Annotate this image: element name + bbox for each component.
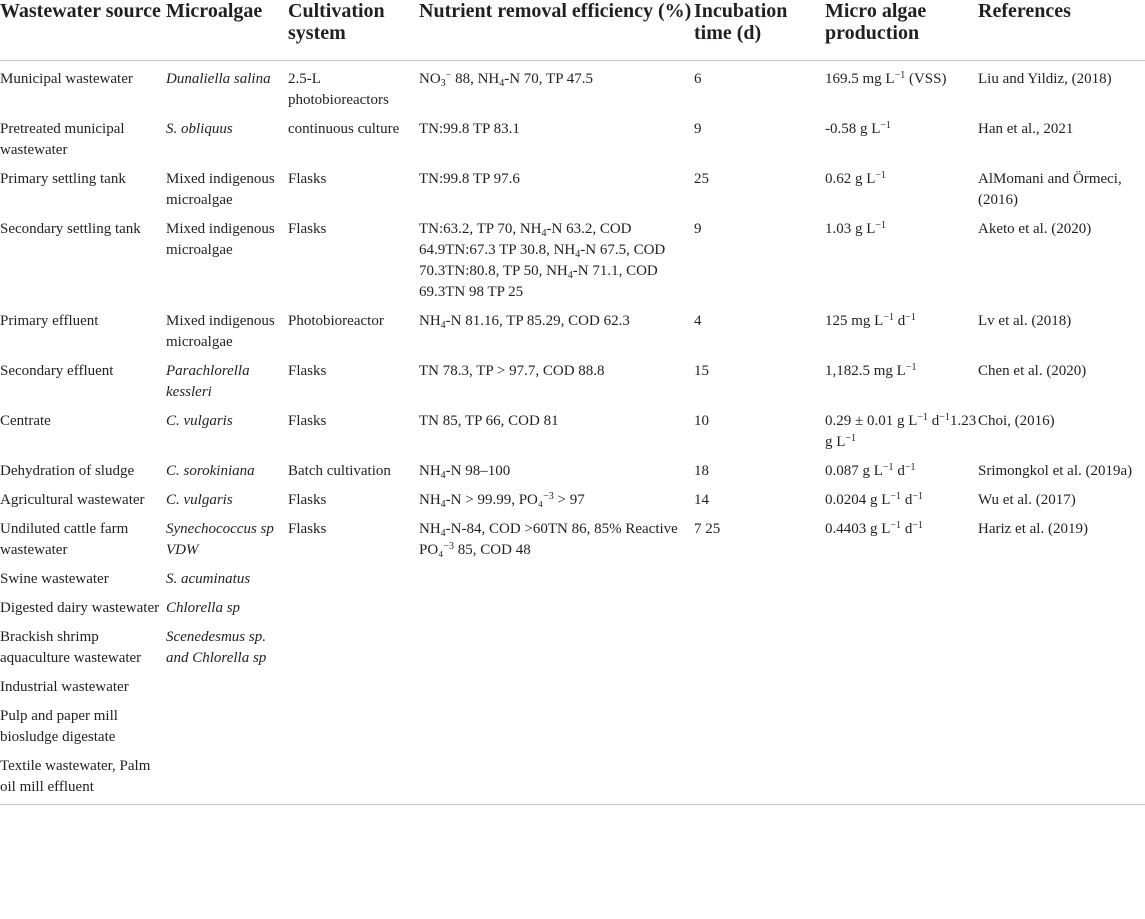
cell-removal <box>419 598 694 627</box>
header-wastewater-source: Wastewater source <box>0 0 166 60</box>
cell-source: Centrate <box>0 412 51 429</box>
cell-microalgae: Chlorella sp <box>166 599 241 616</box>
table-row <box>0 219 1145 311</box>
table-row <box>0 311 1145 361</box>
cell-source: Industrial wastewater <box>0 678 129 695</box>
cell-reference: Srimongkol et al. (2019a) <box>978 462 1133 479</box>
cell-production <box>825 756 978 805</box>
cell-time <box>694 756 825 805</box>
cell-microalgae <box>166 706 288 756</box>
cell-source: Digested dairy wastewater <box>0 599 160 616</box>
cell-source: Secondary effluent <box>0 362 114 379</box>
cell-removal <box>419 677 694 706</box>
cell-microalgae: S. obliquus <box>166 120 233 137</box>
cell-production: 1.03 g $L^{-1}$ <box>825 219 887 237</box>
cell-source: Swine wastewater <box>0 570 109 587</box>
cell-removal: TN:99.8 TP 83.1 <box>419 120 520 137</box>
cell-production <box>825 569 978 598</box>
cell-microalgae: Mixed indigenous microalgae <box>166 220 275 258</box>
cell-microalgae: Dunaliella salina <box>166 70 271 87</box>
cell-microalgae <box>166 677 288 706</box>
cell-time: 9 <box>694 220 702 237</box>
cell-source: Pulp and paper mill biosludge digestate <box>0 707 118 745</box>
cell-removal <box>419 627 694 677</box>
cell-microalgae: Synechococcus sp VDW <box>166 520 274 558</box>
cell-system <box>288 756 419 805</box>
cell-reference: Chen et al. (2020) <box>978 362 1087 379</box>
table-row <box>0 756 1145 805</box>
cell-time: 15 <box>694 362 709 379</box>
table-row <box>0 361 1145 411</box>
cell-source: Brackish shrimp aquaculture wastewater <box>0 628 142 666</box>
cell-reference: Han et al., 2021 <box>978 120 1074 137</box>
header-cultivation-system: Cultivation system <box>288 0 419 60</box>
cell-time: 25 <box>694 170 709 187</box>
table-row <box>0 569 1145 598</box>
cell-production: 0.62 g $L^{-1}$ <box>825 169 887 187</box>
header-microalgae: Microalgae <box>166 0 288 60</box>
cell-source: Textile wastewater, Palm oil mill effluent <box>0 756 166 805</box>
cell-microalgae: C. vulgaris <box>166 412 233 429</box>
cell-microalgae: Parachlorella kessleri <box>166 362 250 400</box>
cell-reference: Aketo et al. (2020) <box>978 220 1092 237</box>
cell-production: 0.087 g $L^{-1}$ $d^{-1}$ <box>825 461 916 479</box>
cell-time <box>694 706 825 756</box>
cell-source: Agricultural wastewater <box>0 491 145 508</box>
header-incubation-time: Incubation time (d) <box>694 0 825 60</box>
cell-time: 4 <box>694 312 702 329</box>
cell-production <box>825 627 978 677</box>
table-row <box>0 706 1145 756</box>
cell-production: 125 mg $L^{-1}$ $d^{-1}$ <box>825 311 916 329</box>
cell-production: 0.29 ± 0.01 g $L^{-1}$ $d^{-1}1.23$ g $L^{-1}$ <box>825 411 977 450</box>
cell-reference: Liu and Yildiz, (2018) <box>978 70 1112 87</box>
cell-production: -0.58 g $L^{-1}$ <box>825 119 892 137</box>
cell-reference: Choi, (2016) <box>978 412 1055 429</box>
cell-production <box>825 706 978 756</box>
table-row <box>0 169 1145 219</box>
cell-reference <box>978 569 1145 598</box>
table-row <box>0 519 1145 569</box>
cell-time: 18 <box>694 462 709 479</box>
cell-removal <box>419 706 694 756</box>
cell-time <box>694 627 825 677</box>
cell-source: Secondary settling tank <box>0 220 141 237</box>
cell-removal: $NH_4-N$ 81.16, TP 85.29, COD 62.3 <box>419 312 630 331</box>
cell-time: 7 25 <box>694 520 721 537</box>
cell-system <box>288 706 419 756</box>
cell-time: 9 <box>694 120 702 137</box>
table-row <box>0 461 1145 490</box>
cell-system <box>288 627 419 677</box>
cell-removal: TN 85, TP 66, COD 81 <box>419 412 559 429</box>
cell-system: 2.5-L photobioreactors <box>288 70 389 108</box>
cell-microalgae: C. sorokiniana <box>166 462 255 479</box>
cell-time: 10 <box>694 412 709 429</box>
cell-source: Municipal wastewater <box>0 70 133 87</box>
cell-system: Flasks <box>288 170 327 187</box>
cell-removal <box>419 569 694 598</box>
cell-production <box>825 677 978 706</box>
table-row <box>0 411 1145 461</box>
cell-removal: TN:63.2, TP 70, $NH_4-N$ 63.2, COD 64.9TN:67.3 TP 30.8, $NH_4-N$ 67.5, COD 70.3TN:80.8, TP 50, $NH_4-N$ 71.1, COD 69.3TN 98 TP 25 <box>419 220 666 300</box>
cell-microalgae: Scenedesmus sp. and Chlorella sp <box>166 628 267 666</box>
cell-removal: TN 78.3, TP > 97.7, COD 88.8 <box>419 362 605 379</box>
cell-system: Photobioreactor <box>288 312 384 329</box>
cell-production: 0.4403 g $L^{-1}$ $d^{-1}$ <box>825 519 923 537</box>
cell-system: Batch cultivation <box>288 462 391 479</box>
table-row <box>0 627 1145 677</box>
cell-source: Pretreated municipal wastewater <box>0 120 125 158</box>
cell-source: Primary effluent <box>0 312 99 329</box>
cell-reference: Hariz et al. (2019) <box>978 520 1088 537</box>
cell-reference: Lv et al. (2018) <box>978 312 1072 329</box>
cell-production: 1,182.5 mg $L^{-1}$ <box>825 361 917 379</box>
cell-microalgae <box>166 756 288 805</box>
cell-time <box>694 598 825 627</box>
cell-reference: Wu et al. (2017) <box>978 491 1076 508</box>
cell-production: 169.5 mg $L^{-1}$ (VSS) <box>825 69 947 87</box>
table-header-row <box>0 0 1145 60</box>
table-row <box>0 119 1145 169</box>
table-row <box>0 598 1145 627</box>
cell-production <box>825 598 978 627</box>
cell-reference: AlMomani and Örmeci, (2016) <box>978 170 1122 208</box>
cell-microalgae: Mixed indigenous microalgae <box>166 312 275 350</box>
cell-system: Flasks <box>288 412 327 429</box>
table-row <box>0 490 1145 519</box>
header-references: References <box>978 0 1145 60</box>
cell-removal: $NH_4-N-84$, COD >60TN 86, 85% Reactive PO₄$^{-3}$ 85, COD 48 <box>419 520 678 558</box>
cell-microalgae: S. acuminatus <box>166 570 251 587</box>
cell-system: Flasks <box>288 491 327 508</box>
cell-reference <box>978 598 1145 627</box>
cell-reference <box>978 756 1145 805</box>
cell-removal <box>419 756 694 805</box>
cell-time: 6 <box>694 70 702 87</box>
cell-source: Primary settling tank <box>0 170 126 187</box>
cell-reference <box>978 706 1145 756</box>
cell-reference <box>978 677 1145 706</box>
cell-source: Dehydration of sludge <box>0 462 135 479</box>
cell-system: Flasks <box>288 362 327 379</box>
table-row <box>0 60 1145 119</box>
cell-microalgae: C. vulgaris <box>166 491 233 508</box>
cell-microalgae: Mixed indigenous microalgae <box>166 170 275 208</box>
cell-removal: $NO_3^-$ 88, $NH_4-N$ 70, TP 47.5 <box>419 69 593 89</box>
cell-time <box>694 677 825 706</box>
header-production: Micro algae production <box>825 0 978 60</box>
cell-source: Undiluted cattle farm wastewater <box>0 520 129 558</box>
cell-system: Flasks <box>288 220 327 237</box>
cell-removal: TN:99.8 TP 97.6 <box>419 170 520 187</box>
cell-system: continuous culture <box>288 120 400 137</box>
cell-removal: $NH_4-N > 99.99$, PO₄$^{-3}$ > 97 <box>419 490 585 510</box>
cell-system <box>288 677 419 706</box>
cell-reference <box>978 627 1145 677</box>
cell-system: Flasks <box>288 520 327 537</box>
cell-time: 14 <box>694 491 709 508</box>
cell-time <box>694 569 825 598</box>
cell-system <box>288 598 419 627</box>
table-row <box>0 677 1145 706</box>
cell-system <box>288 569 419 598</box>
cell-removal: $NH_4-N$ 98–100 <box>419 462 511 481</box>
cell-production: 0.0204 g $L^{-1}$ $d^{-1}$ <box>825 490 923 508</box>
header-nutrient-removal: Nutrient removal efficiency (%) <box>419 0 694 60</box>
